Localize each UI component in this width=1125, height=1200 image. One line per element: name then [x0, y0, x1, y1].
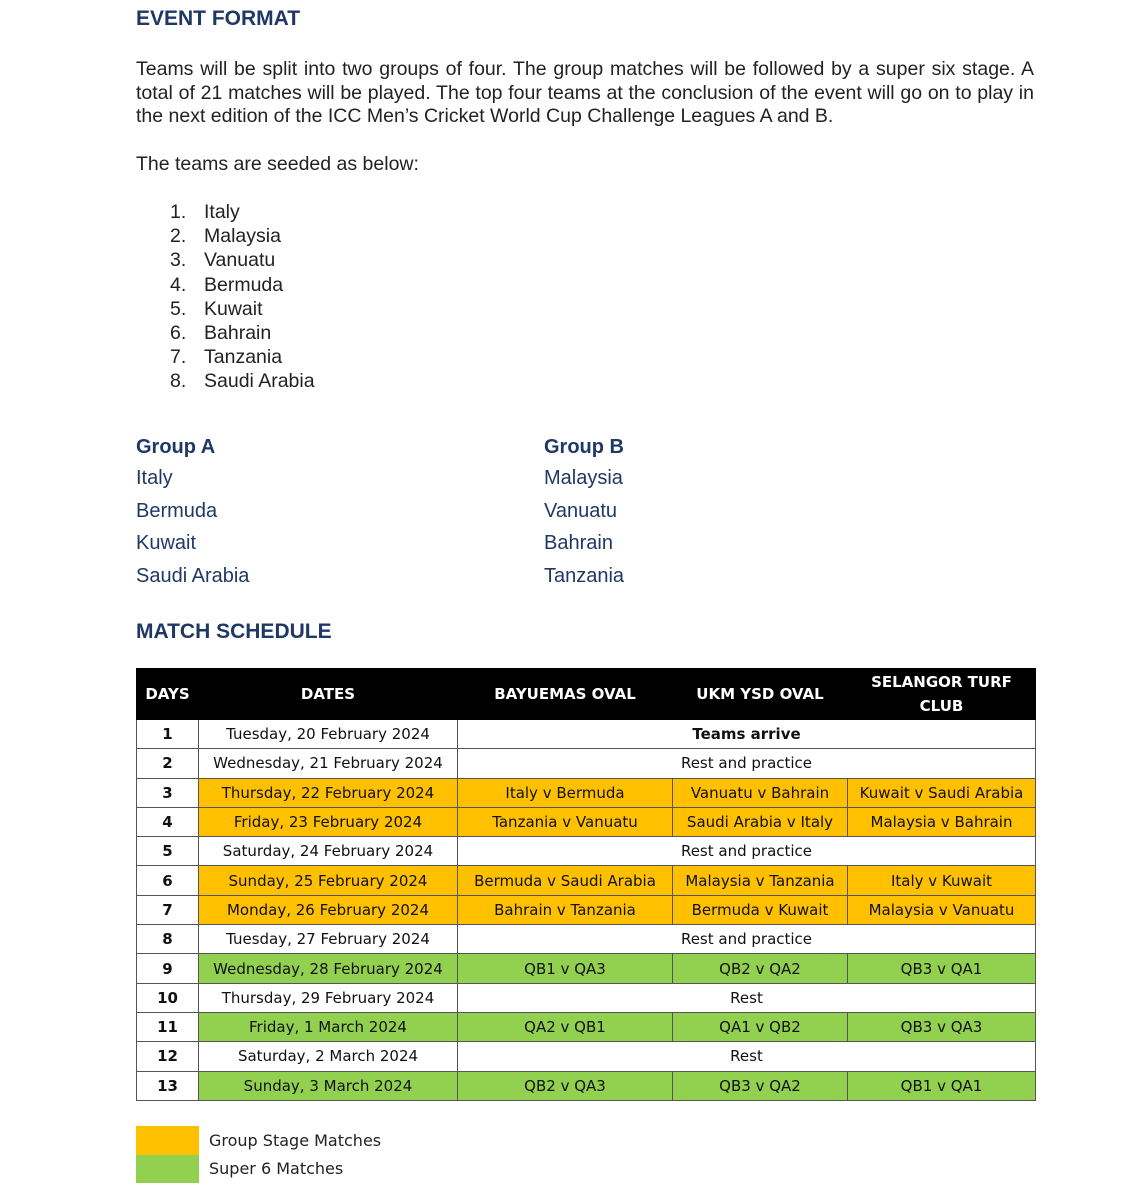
- seed-team: Bermuda: [204, 273, 284, 296]
- table-row: [137, 1042, 1036, 1071]
- note-cell: Rest and practice: [458, 749, 1036, 778]
- seed-item: [170, 248, 315, 272]
- seed-number: 6.: [170, 321, 187, 344]
- seed-team: Malaysia: [204, 225, 281, 248]
- day-cell: 11: [137, 1012, 199, 1041]
- date-cell: Tuesday, 27 February 2024: [199, 925, 458, 954]
- table-row: [137, 1071, 1036, 1100]
- seed-team: Saudi Arabia: [204, 370, 315, 393]
- group-a-team: Italy: [136, 467, 173, 489]
- match-cell-ukm: Bermuda v Kuwait: [673, 895, 848, 924]
- match-cell-ukm: Malaysia v Tanzania: [673, 866, 848, 895]
- day-cell: 10: [137, 983, 199, 1012]
- match-schedule-table: [136, 668, 1036, 1101]
- match-cell-bayuemas: Italy v Bermuda: [458, 778, 673, 807]
- match-cell-bayuemas: QA2 v QB1: [458, 1012, 673, 1041]
- note-cell: Teams arrive: [458, 720, 1036, 749]
- legend-swatch-super6: [136, 1155, 199, 1184]
- table-row: [137, 954, 1036, 983]
- seed-item: [170, 297, 315, 321]
- table-row: [137, 778, 1036, 807]
- match-cell-selangor: QB3 v QA3: [848, 1012, 1036, 1041]
- seed-team: Vanuatu: [204, 249, 276, 272]
- date-cell: Friday, 23 February 2024: [199, 807, 458, 836]
- note-cell: Rest: [458, 1042, 1036, 1071]
- group-a-title: Group A: [136, 436, 216, 458]
- match-cell-selangor: Kuwait v Saudi Arabia: [848, 778, 1036, 807]
- match-cell-bayuemas: Tanzania v Vanuatu: [458, 807, 673, 836]
- date-cell: Sunday, 3 March 2024: [199, 1071, 458, 1100]
- day-cell: 9: [137, 954, 199, 983]
- match-cell-ukm: Saudi Arabia v Italy: [673, 807, 848, 836]
- match-cell-ukm: QA1 v QB2: [673, 1012, 848, 1041]
- note-cell: Rest: [458, 983, 1036, 1012]
- table-row: [137, 837, 1036, 866]
- group-b-team: Vanuatu: [544, 499, 618, 522]
- group-a-team: Kuwait: [136, 532, 197, 554]
- header-selangor-turf-club: SELANGOR TURF CLUB: [848, 669, 1036, 720]
- seed-team: Bahrain: [204, 321, 272, 344]
- match-cell-ukm: QB3 v QA2: [673, 1071, 848, 1100]
- header-days: DAYS: [137, 669, 199, 720]
- group-b-team: Malaysia: [544, 467, 623, 489]
- day-cell: 1: [137, 720, 199, 749]
- seed-number: 5.: [170, 297, 187, 320]
- legend-swatch-group-stage: [136, 1126, 199, 1155]
- seed-item: [170, 369, 315, 393]
- date-cell: Sunday, 25 February 2024: [199, 866, 458, 895]
- seed-team: Kuwait: [204, 297, 263, 320]
- match-cell-ukm: Vanuatu v Bahrain: [673, 778, 848, 807]
- match-cell-bayuemas: QB1 v QA3: [458, 954, 673, 983]
- seed-team: Italy: [204, 201, 240, 223]
- note-cell: Rest and practice: [458, 837, 1036, 866]
- match-cell-selangor: QB3 v QA1: [848, 954, 1036, 983]
- match-cell-selangor: QB1 v QA1: [848, 1071, 1036, 1100]
- seed-number: 1.: [170, 201, 187, 223]
- seeding-intro: The teams are seeded as below:: [136, 153, 419, 175]
- seed-item: [170, 321, 315, 345]
- legend-label: Super 6 Matches: [209, 1159, 344, 1179]
- group-b-team: Tanzania: [544, 564, 625, 587]
- match-cell-bayuemas: Bermuda v Saudi Arabia: [458, 866, 673, 895]
- table-row: [137, 866, 1036, 895]
- header-bayuemas-oval: BAYUEMAS OVAL: [458, 669, 673, 720]
- day-cell: 3: [137, 778, 199, 807]
- table-row: [137, 925, 1036, 954]
- legend-item: [136, 1126, 381, 1155]
- event-format-heading: EVENT FORMAT: [136, 7, 301, 30]
- date-cell: Thursday, 29 February 2024: [199, 983, 458, 1012]
- table-row: [137, 807, 1036, 836]
- table-header-row: [137, 669, 1036, 720]
- match-cell-bayuemas: Bahrain v Tanzania: [458, 895, 673, 924]
- group-a: [136, 432, 249, 592]
- day-cell: 8: [137, 925, 199, 954]
- table-row: [137, 983, 1036, 1012]
- group-a-team: Bermuda: [136, 499, 218, 522]
- seed-item: [170, 224, 315, 248]
- day-cell: 6: [137, 866, 199, 895]
- match-cell-selangor: Malaysia v Bahrain: [848, 807, 1036, 836]
- match-cell-bayuemas: QB2 v QA3: [458, 1071, 673, 1100]
- date-cell: Wednesday, 21 February 2024: [199, 749, 458, 778]
- note-cell: Rest and practice: [458, 925, 1036, 954]
- seed-team: Tanzania: [204, 346, 283, 369]
- date-cell: Saturday, 2 March 2024: [199, 1042, 458, 1071]
- table-row: [137, 1012, 1036, 1041]
- seed-number: 2.: [170, 225, 187, 248]
- seed-number: 7.: [170, 346, 187, 369]
- group-b: [544, 432, 624, 592]
- date-cell: Wednesday, 28 February 2024: [199, 954, 458, 983]
- header-ukm-ysd-oval: UKM YSD OVAL: [673, 669, 848, 720]
- match-cell-selangor: Malaysia v Vanuatu: [848, 895, 1036, 924]
- match-schedule-heading: MATCH SCHEDULE: [136, 620, 332, 643]
- date-cell: Saturday, 24 February 2024: [199, 837, 458, 866]
- match-cell-ukm: QB2 v QA2: [673, 954, 848, 983]
- seed-item: [170, 345, 315, 369]
- group-a-team: Saudi Arabia: [136, 564, 250, 587]
- match-cell-selangor: Italy v Kuwait: [848, 866, 1036, 895]
- table-row: [137, 895, 1036, 924]
- legend-item: [136, 1155, 381, 1184]
- event-format-paragraph: Teams will be split into two groups of four. The group matches will be followed by a super six stage. A total of 21 matches will be played. The top four teams at the conclusion of the event will go on to play in the next edition of the ICC Men’s Cricket World Cup Challenge Leagues A and B.: [136, 58, 1034, 127]
- legend-label: Group Stage Matches: [209, 1130, 382, 1150]
- day-cell: 13: [137, 1071, 199, 1100]
- date-cell: Friday, 1 March 2024: [199, 1012, 458, 1041]
- seed-number: 4.: [170, 273, 187, 296]
- seed-item: [170, 273, 315, 297]
- date-cell: Thursday, 22 February 2024: [199, 778, 458, 807]
- day-cell: 4: [137, 807, 199, 836]
- seed-number: 8.: [170, 370, 187, 393]
- day-cell: 12: [137, 1042, 199, 1071]
- day-cell: 2: [137, 749, 199, 778]
- group-b-title: Group B: [544, 436, 624, 458]
- seed-number: 3.: [170, 249, 187, 272]
- day-cell: 5: [137, 837, 199, 866]
- header-dates: DATES: [199, 669, 458, 720]
- table-row: [137, 720, 1036, 749]
- table-row: [137, 749, 1036, 778]
- legend: [136, 1126, 381, 1183]
- date-cell: Monday, 26 February 2024: [199, 895, 458, 924]
- group-b-team: Bahrain: [544, 532, 613, 554]
- seed-item: [170, 200, 315, 224]
- day-cell: 7: [137, 895, 199, 924]
- seed-list: [170, 200, 315, 394]
- table-body: [137, 720, 1036, 1101]
- date-cell: Tuesday, 20 February 2024: [199, 720, 458, 749]
